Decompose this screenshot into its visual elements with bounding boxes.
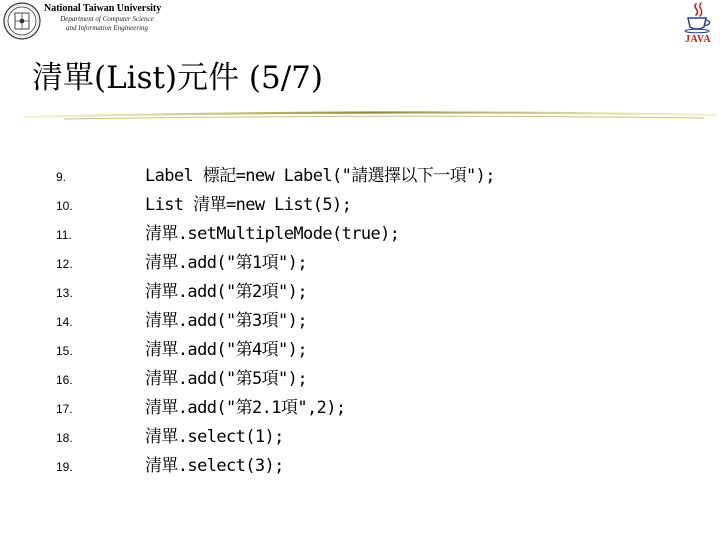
line-number: 13. xyxy=(56,286,73,300)
line-number: 10. xyxy=(56,199,73,213)
code-text: 清單.add("第3項"); xyxy=(145,311,307,331)
line-number: 9. xyxy=(56,170,67,184)
title-divider xyxy=(24,106,716,122)
line-number: 12. xyxy=(56,257,73,271)
code-text: Label 標記=new Label("請選擇以下一項"); xyxy=(145,166,495,186)
code-text: 清單.add("第4項"); xyxy=(145,340,307,360)
code-text: 清單.add("第1項"); xyxy=(145,253,307,273)
slide-title: 清單(List)元件 (5/7) xyxy=(32,60,323,96)
code-text: 清單.add("第2項"); xyxy=(145,282,307,302)
code-text: 清單.select(3); xyxy=(145,456,284,476)
line-number: 11. xyxy=(56,228,72,242)
java-logo-text: JAVA xyxy=(684,34,712,44)
university-seal-logo xyxy=(3,2,41,40)
code-text: List 清單=new List(5); xyxy=(145,195,352,215)
code-text: 清單.add("第5項"); xyxy=(145,369,307,389)
code-text: 清單.add("第2.1項",2); xyxy=(145,398,346,418)
line-number: 16. xyxy=(56,373,73,387)
line-number: 15. xyxy=(56,344,73,358)
university-name: National Taiwan University xyxy=(44,3,162,14)
code-text: 清單.select(1); xyxy=(145,427,284,447)
department-line-2: and Information Engineering xyxy=(65,24,149,32)
line-number: 19. xyxy=(56,460,73,474)
line-number: 18. xyxy=(56,431,73,445)
code-text: 清單.setMultipleMode(true); xyxy=(145,224,400,244)
java-logo xyxy=(679,0,717,44)
department-line-1: Department of Computer Science xyxy=(60,15,154,23)
line-number: 14. xyxy=(56,315,73,329)
department-name xyxy=(47,15,167,33)
line-number: 17. xyxy=(56,402,73,416)
